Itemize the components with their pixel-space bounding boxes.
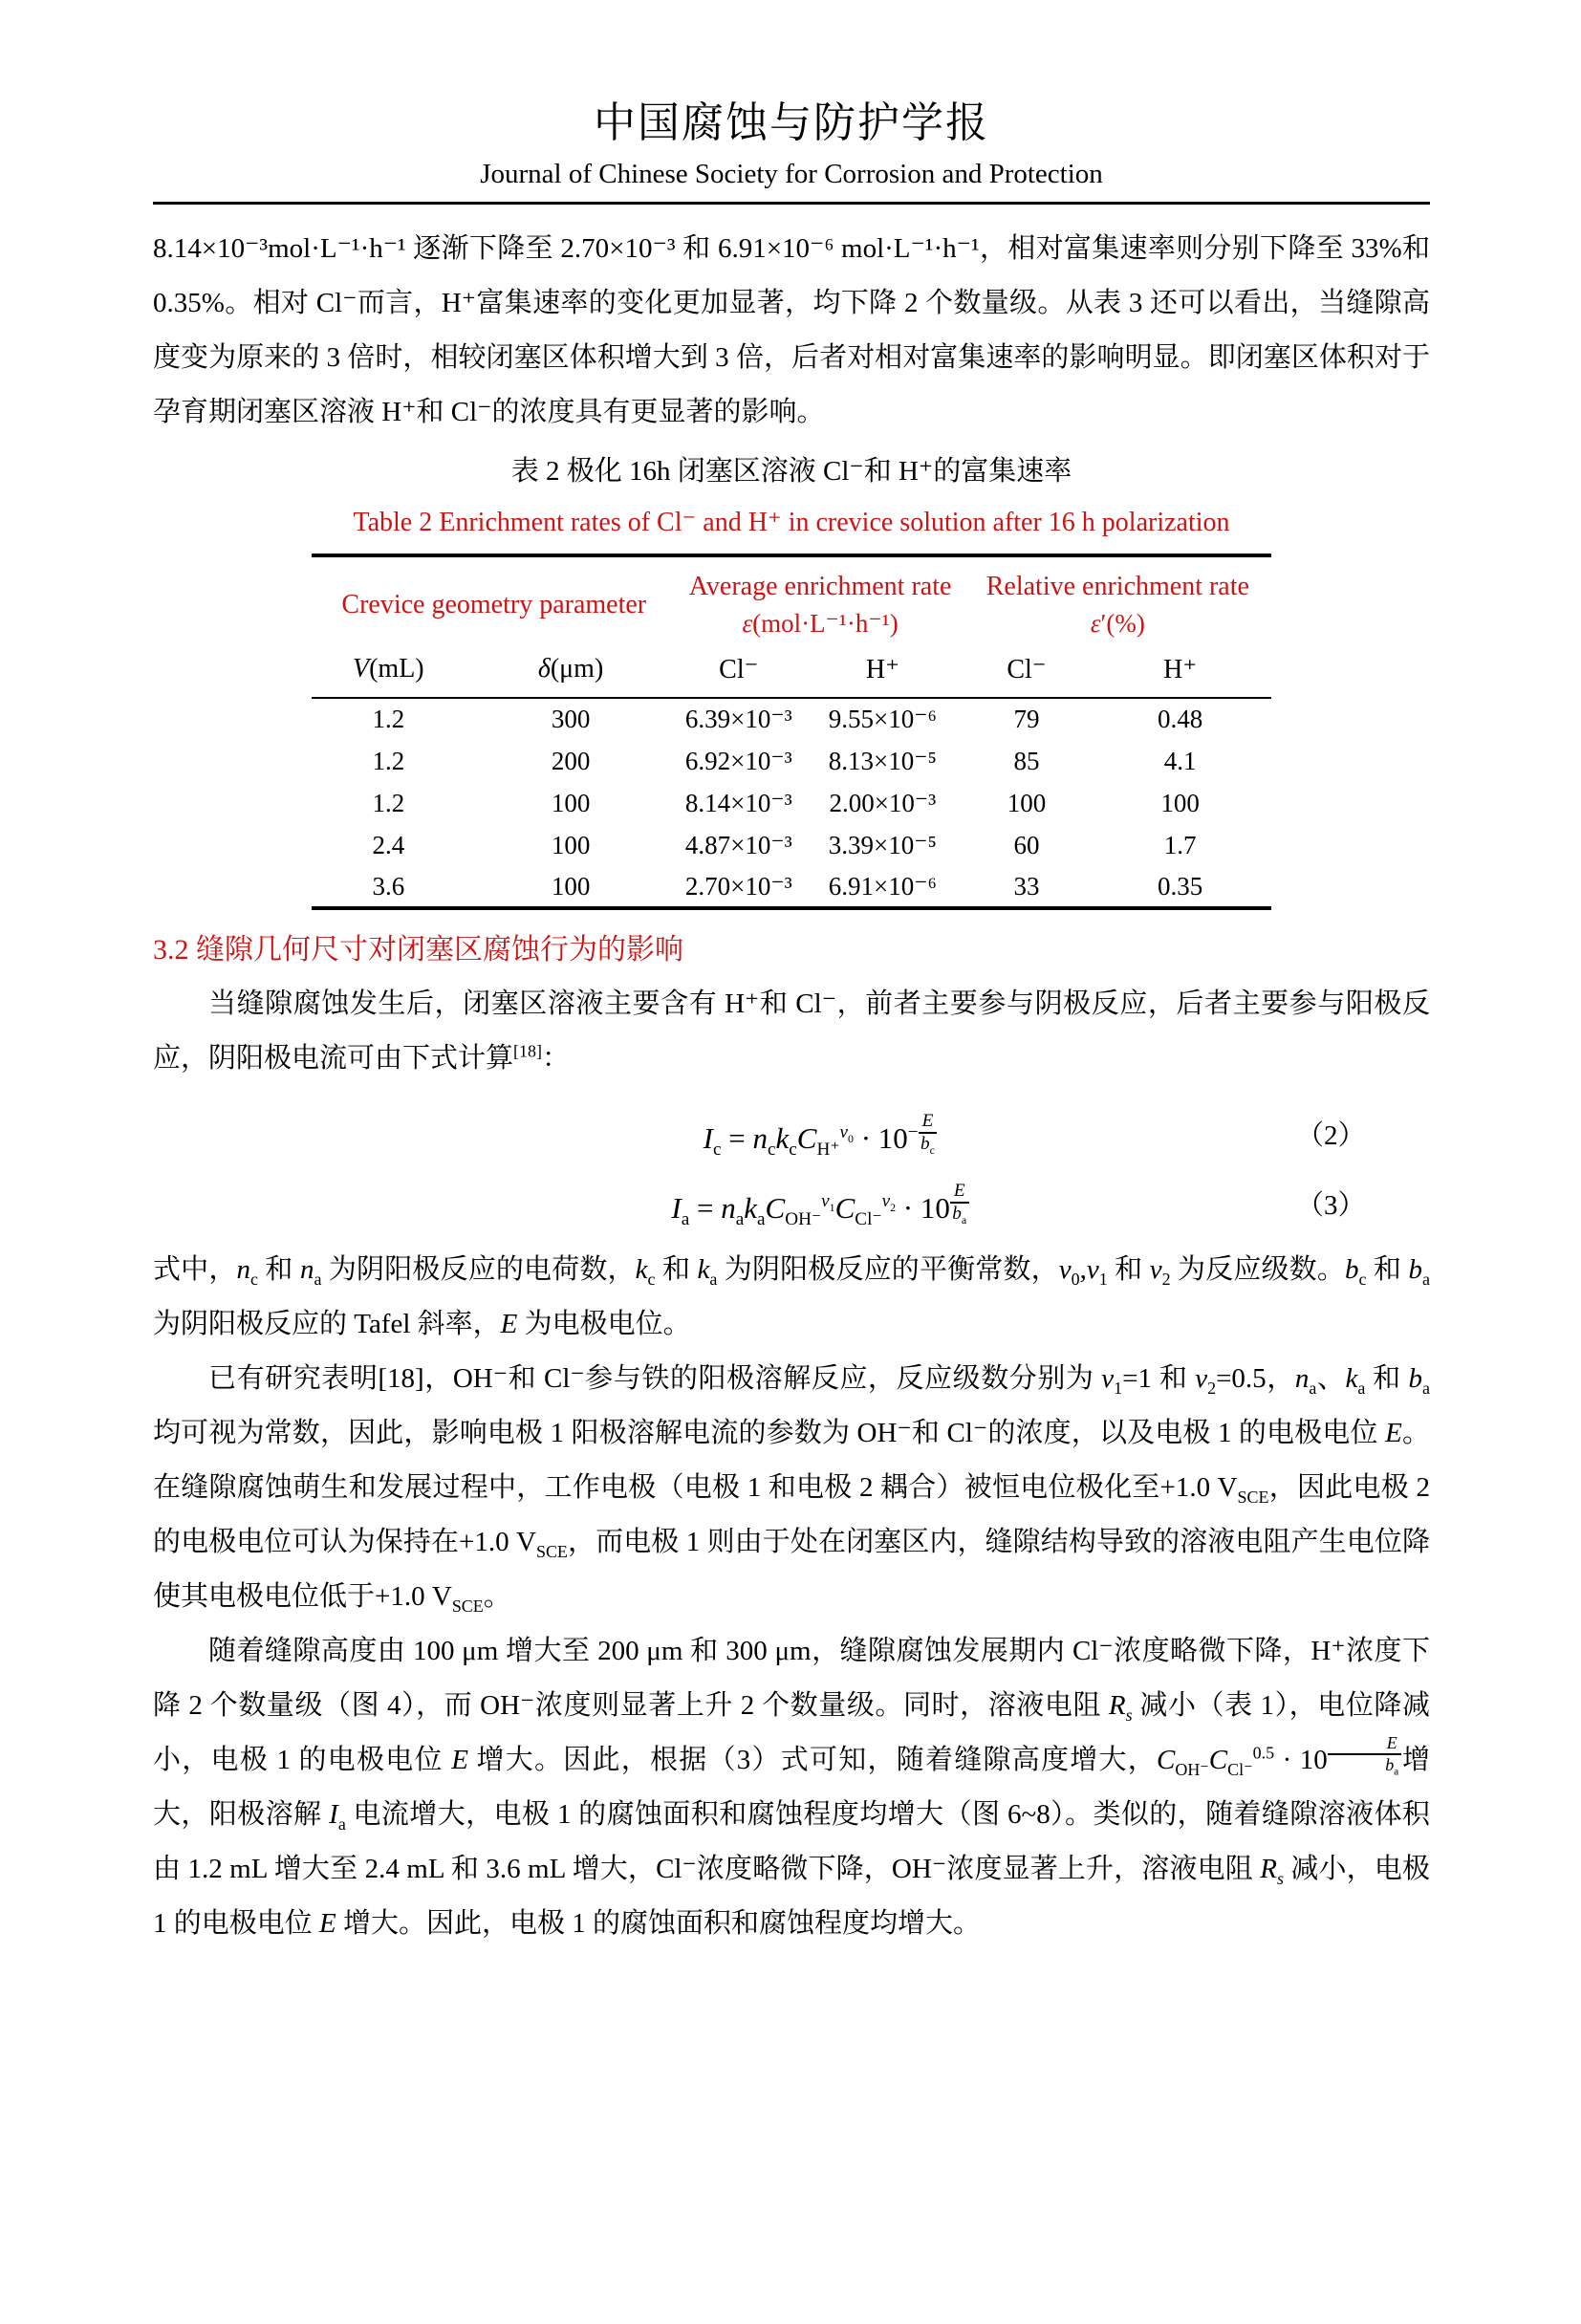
group-header-relative-rate (964, 555, 1271, 649)
table2-caption-cn: 表 2 极化 16h 闭塞区溶液 Cl⁻和 H⁺的富集速率 (510, 456, 1072, 487)
table-cell: 2.00×10⁻³ (829, 788, 937, 817)
equation-3-number: （3） (1296, 1189, 1366, 1221)
paragraph-5: 随着缝隙高度由 100 μm 增大至 200 μm 和 300 μm，缝隙腐蚀发展期内 Cl⁻浓度略微下降，H⁺浓度下降 2 个数量级（图 4），而 OH⁻浓度则显著上升 2 个数量级。同时，溶液电阻 $R_s$ 减小（表 1），电位降减小，电极 1 的电极电位 E 增大。因此，根据（3）式可知，随着缝隙高度增大，$C_{OH^-}C_{Cl^-}^{0.5} \cdot 10$ $^{\frac{E}{b_a}}$ 增大，阳极溶解 $I_a$ 电流增大，电极 1 的腐蚀面积和腐蚀程度均增大（图 6~8）。类似的，随着缝隙溶液体积由 1.2 mL 增大至 2.4 mL 和 3.6 mL 增大，Cl⁻浓度略微下降，OH⁻浓度显著上升，溶液电阻 $R_s$ 减小，电极 1 的电极电位 E 增大。因此，电极 1 的腐蚀面积和腐蚀程度均增大。 (153, 1635, 1430, 1939)
table-cell: 1.2 (372, 788, 405, 817)
column-header-h: H⁺ (1089, 649, 1271, 698)
table2-group-header-row (312, 555, 1271, 649)
table-cell: 300 (551, 705, 591, 733)
table-cell: 100 (1007, 788, 1047, 817)
table-cell: 4.87×10⁻³ (684, 830, 792, 859)
table-cell: 85 (1013, 746, 1040, 775)
table-cell: 79 (1013, 705, 1040, 733)
group-header-unit: ε(mol·L⁻¹·h⁻¹) (742, 609, 899, 638)
group-header-unit: ε′(%) (1090, 609, 1145, 638)
journal-subtitle: Journal of Chinese Society for Corrosion and Protection (480, 159, 1103, 189)
paragraph-4: 已有研究表明[18]，OH⁻和 Cl⁻参与铁的阳极溶解反应，反应级数分别为 $v_1=1$ 和 $v_2=0.5$，$n_a$、$k_a$ 和 $b_a$ 均可视为常数，因此，影响电极 1 阳极溶解电流的参数为 OH⁻和 Cl⁻的浓度，以及电极 1 的电极电位 E。在缝隙腐蚀萌生和发展过程中，工作电极（电极 1 和电极 2 耦合）被恒电位极化至+1.0 $V_{SCE}$，因此电极 2 的电极电位可认为保持在+1.0 $V_{SCE}$，而电极 1 则由于处在闭塞区内，缝隙结构导致的溶液电阻产生电位降使其电极电位低于+1.0 $V_{SCE}$。 (153, 1362, 1430, 1616)
table-row (312, 782, 1271, 824)
column-header-cl: Cl⁻ (677, 649, 802, 698)
table-cell: 60 (1013, 830, 1040, 859)
header-divider (153, 202, 1430, 205)
table-cell: 4.1 (1163, 746, 1197, 775)
group-header-average-rate (677, 555, 964, 649)
equation-3-body: $I_a = n_ak_aC_{OH^-}^{v_1}C_{Cl^-}^{v_2} \cdot 10$ $^{\frac{E}{b_a}}$ (153, 1181, 1296, 1226)
column-header-cl: Cl⁻ (964, 649, 1090, 698)
table2-column-header-row (312, 649, 1271, 698)
equation-3 (153, 1180, 1430, 1229)
table-cell: 6.39×10⁻³ (684, 705, 792, 733)
table-cell: 33 (1013, 871, 1040, 901)
table-cell: 100 (551, 788, 591, 817)
equation-2 (153, 1111, 1430, 1161)
table2-caption-en: Table 2 Enrichment rates of Cl⁻ and H⁺ in crevice solution after 16 h polarization (353, 508, 1230, 537)
table-row (312, 866, 1271, 908)
table-cell: 200 (551, 746, 591, 775)
group-header-label: Relative enrichment rate (985, 572, 1249, 601)
table-cell: 100 (551, 830, 591, 859)
group-header-label: Average enrichment rate (688, 572, 952, 601)
table-row (312, 824, 1271, 866)
table-cell: 1.7 (1163, 830, 1197, 859)
equation-2-number: （2） (1296, 1119, 1366, 1151)
journal-title: 中国腐蚀与防护学报 (594, 99, 989, 146)
table-cell: 0.35 (1157, 871, 1203, 901)
table-cell: 2.4 (372, 830, 405, 859)
table-cell: 100 (551, 871, 591, 901)
group-header-crevice-geometry (312, 555, 677, 649)
table-cell: 6.91×10⁻⁶ (828, 871, 937, 901)
section-heading-3-2: 3.2 缝隙几何尺寸对闭塞区腐蚀行为的影响 (153, 934, 683, 966)
column-header-h: H⁺ (801, 649, 964, 698)
table-cell: 1.2 (372, 705, 405, 733)
table-cell: 8.14×10⁻³ (684, 788, 792, 817)
table-cell: 0.48 (1157, 705, 1203, 733)
table-cell: 3.39×10⁻⁵ (828, 830, 937, 859)
equation-2-body: $I_c = n_ck_cC_{H^+}^{v_0} \cdot 10^{- \frac{E}{b_c}}$ (153, 1111, 1296, 1156)
paragraph-2: 当缝隙腐蚀发生后，闭塞区溶液主要含有 H⁺和 Cl⁻，前者主要参与阴极反应，后者主要参与阳极反应，阴阳极电流可由下式计算[18]： (153, 988, 1430, 1074)
column-header-volume: V(mL) (312, 649, 466, 698)
table-cell: 9.55×10⁻⁶ (828, 705, 937, 733)
column-header-gap: δ(μm) (466, 649, 677, 698)
group-header-label: Crevice geometry parameter (341, 590, 647, 619)
table-cell: 2.70×10⁻³ (684, 871, 792, 901)
table-row (312, 698, 1271, 740)
table-cell: 3.6 (372, 871, 405, 901)
paragraph-1: 8.14×10⁻³mol·L⁻¹·h⁻¹ 逐渐下降至 2.70×10⁻³ 和 6.91×10⁻⁶ mol·L⁻¹·h⁻¹，相对富集速率则分别下降至 33%和 0.35%。相对 Cl⁻而言，H⁺富集速率的变化更加显著，均下降 2 个数量级。从表 3 还可以看出，当缝隙高度变为原来的 3 倍时，相较闭塞区体积增大到 3 倍，后者对相对富集速率的影响明显。即闭塞区体积对于孕育期闭塞区溶液 H⁺和 Cl⁻的浓度具有更显著的影响。 (153, 233, 1430, 427)
table-cell: 6.92×10⁻³ (684, 746, 792, 775)
paragraph-3: 式中，$n_c$ 和 $n_a$ 为阴阳极反应的电荷数，$k_c$ 和 $k_a$ 为阴阳极反应的平衡常数，$v_0,v_1$ 和 $v_2$ 为反应级数。$b_c$ 和 $b_a$ 为阴阳极反应的 Tafel 斜率，E 为电极电位。 (153, 1253, 1430, 1339)
table-cell: 100 (1160, 788, 1200, 817)
table-row (312, 740, 1271, 782)
page-content (0, 88, 1581, 1951)
table-cell: 1.2 (372, 746, 405, 775)
table2-enrichment-rates (312, 554, 1271, 910)
table-cell: 8.13×10⁻⁵ (828, 746, 937, 775)
